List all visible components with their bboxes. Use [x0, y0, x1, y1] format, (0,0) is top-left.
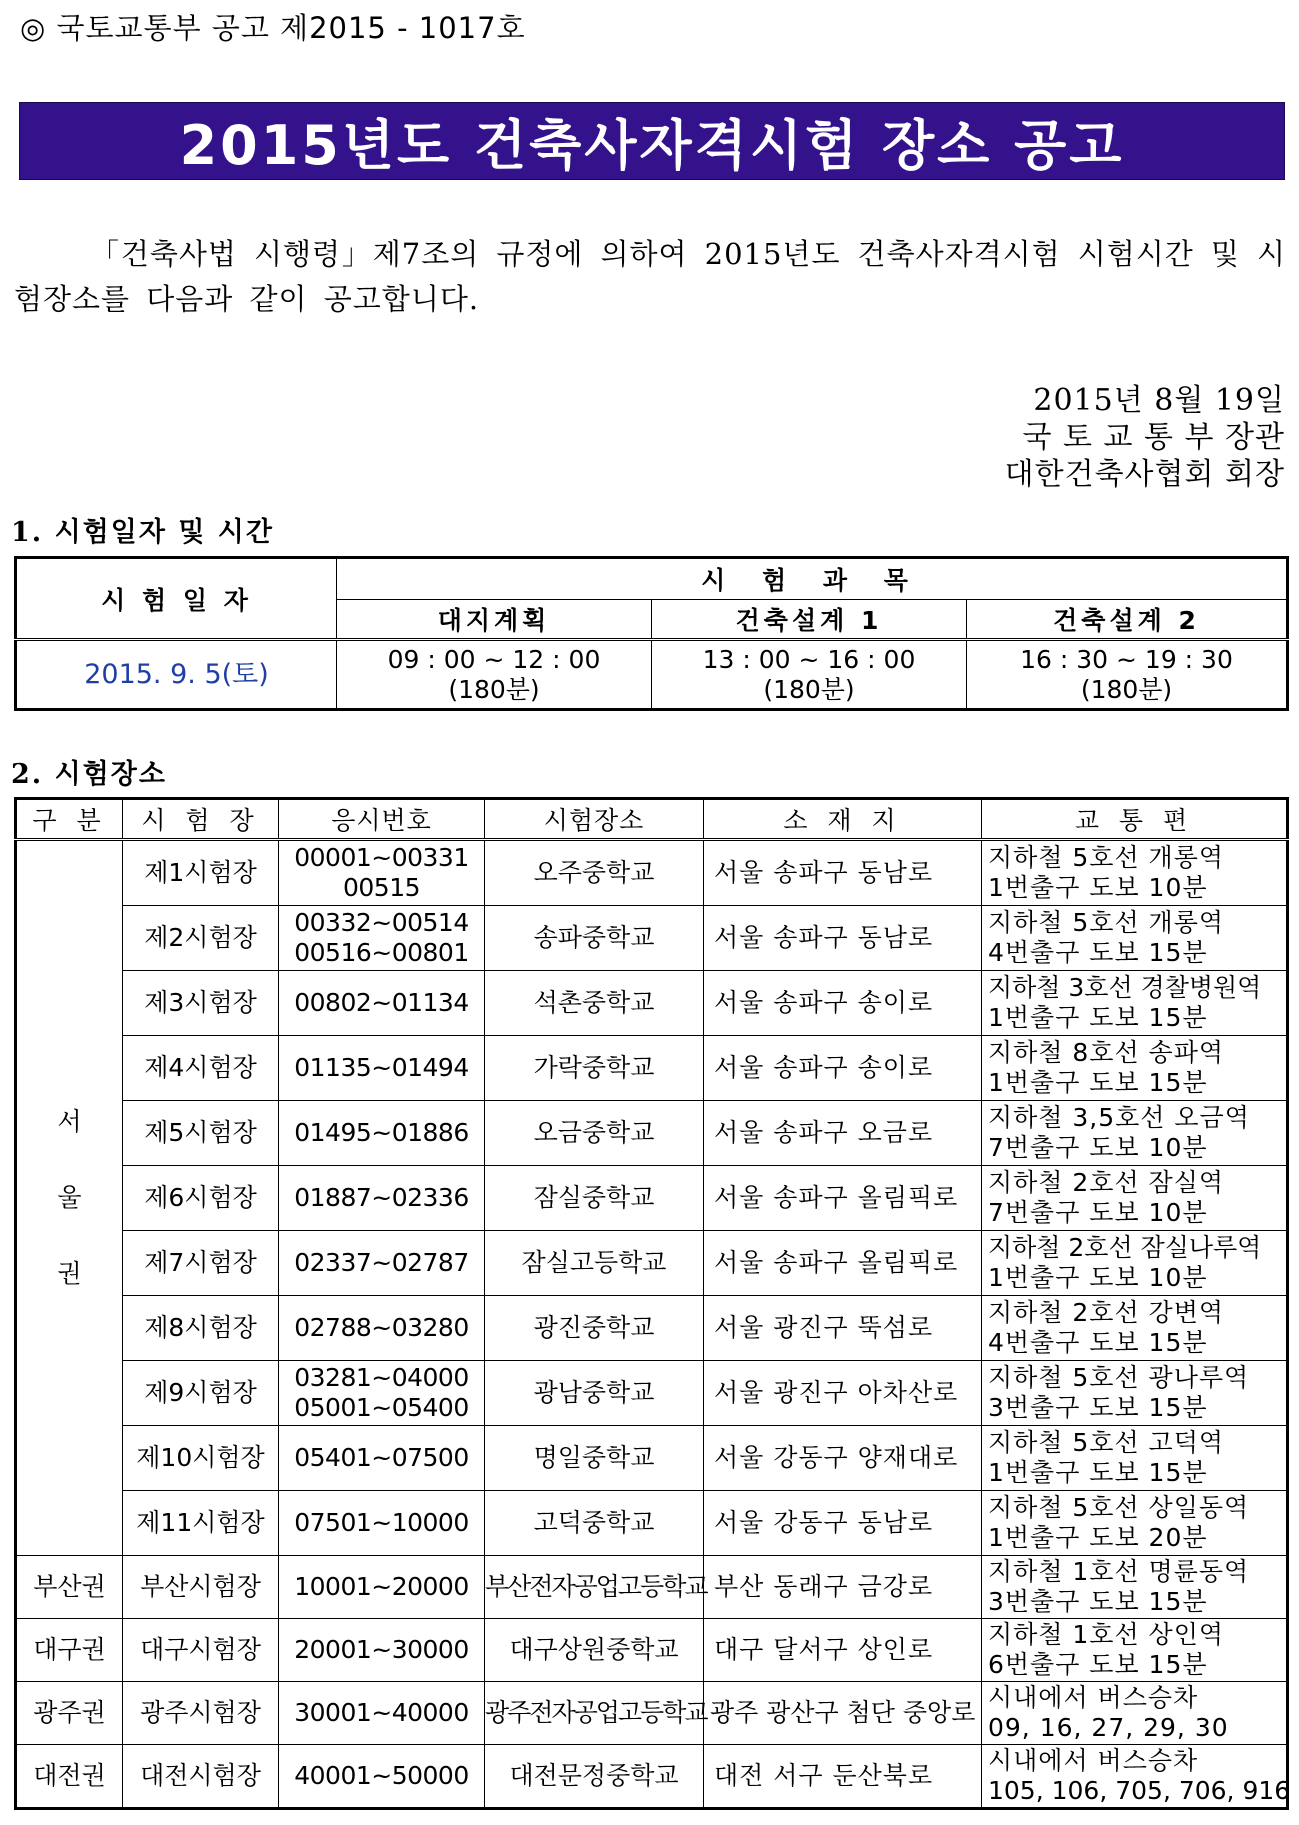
- school-name: 잠실고등학교: [485, 1231, 704, 1296]
- time-range: 16 : 30 ~ 19 : 30: [1020, 644, 1233, 674]
- school-name: 광남중학교: [485, 1361, 704, 1426]
- time-cell-3: [967, 640, 1288, 710]
- site-name: 제4시험장: [123, 1036, 279, 1101]
- address: 서울 송파구 동남로: [704, 906, 982, 971]
- exam-numbers: 05401~07500: [279, 1426, 485, 1491]
- table-row: [16, 1166, 1288, 1231]
- exam-numbers: 30001~40000: [279, 1682, 485, 1745]
- table-row: [16, 971, 1288, 1036]
- school-name: 광주전자공업고등학교: [485, 1682, 704, 1745]
- region-daejeon: 대전권: [16, 1745, 123, 1809]
- exam-date: 2015. 9. 5(토): [16, 640, 337, 710]
- transport-line: 지하철 2호선 잠실나루역: [988, 1233, 1262, 1262]
- col-number: 응시번호: [279, 799, 485, 840]
- site-name: 대구시험장: [123, 1619, 279, 1682]
- transport-exit: 09, 16, 27, 29, 30: [988, 1713, 1229, 1742]
- address: 서울 송파구 송이로: [704, 971, 982, 1036]
- school-name: 오금중학교: [485, 1101, 704, 1166]
- number-range: 03281~04000: [294, 1363, 469, 1392]
- site-name: 제5시험장: [123, 1101, 279, 1166]
- region-busan: 부산권: [16, 1556, 123, 1619]
- transport-line: 지하철 2호선 잠실역: [988, 1168, 1224, 1197]
- address: 광주 광산구 첨단 중앙로: [704, 1682, 982, 1745]
- exam-numbers: 20001~30000: [279, 1619, 485, 1682]
- school-name: 석촌중학교: [485, 971, 704, 1036]
- address: 서울 광진구 뚝섬로: [704, 1296, 982, 1361]
- address: 대구 달서구 상인로: [704, 1619, 982, 1682]
- address: 서울 송파구 오금로: [704, 1101, 982, 1166]
- school-name: 명일중학교: [485, 1426, 704, 1491]
- transport-line: 지하철 1호선 상인역: [988, 1620, 1224, 1649]
- subject-site-planning: 대지계획: [337, 600, 652, 640]
- transport-line: 지하철 3호선 경찰병원역: [988, 973, 1262, 1002]
- transport-line: 지하철 3,5호선 오금역: [988, 1103, 1250, 1132]
- transport: [982, 1619, 1288, 1682]
- address: 서울 송파구 올림픽로: [704, 1166, 982, 1231]
- notice-number: ◎ 국토교통부 공고 제2015 - 1017호: [20, 11, 526, 45]
- transport: [982, 1745, 1291, 1809]
- transport-exit: 1번출구 도보 15분: [988, 1003, 1208, 1032]
- address: 부산 동래구 금강로: [704, 1556, 982, 1619]
- section1-heading: 1. 시험일자 및 시간: [11, 517, 274, 548]
- exam-numbers: 07501~10000: [279, 1491, 485, 1556]
- school-name: 송파중학교: [485, 906, 704, 971]
- col-transport: 교 통 편: [982, 799, 1288, 840]
- transport-exit: 4번출구 도보 15분: [988, 938, 1208, 967]
- signatory-minister: 국 토 교 통 부 장관: [1022, 420, 1285, 455]
- school-name: 대전문정중학교: [485, 1745, 704, 1809]
- transport-line: 지하철 5호선 상일동역: [988, 1493, 1250, 1522]
- signatory-association: 대한건축사협회 회장: [1004, 457, 1285, 492]
- duration: (180분): [1080, 674, 1173, 704]
- site-name: 대전시험장: [123, 1745, 279, 1809]
- time-cell-1: [337, 640, 652, 710]
- region-char: 권: [57, 1259, 82, 1288]
- transport: [982, 1491, 1288, 1556]
- address: 서울 광진구 아차산로: [704, 1361, 982, 1426]
- duration: (180분): [448, 674, 540, 704]
- transport-line: 지하철 5호선 광나루역: [988, 1363, 1250, 1392]
- transport-exit: 7번출구 도보 10분: [988, 1198, 1208, 1227]
- site-name: 제1시험장: [123, 840, 279, 906]
- address: 서울 강동구 동남로: [704, 1491, 982, 1556]
- announcement-date: 2015년 8월 19일: [1033, 383, 1285, 418]
- transport: [982, 906, 1288, 971]
- duration: (180분): [763, 674, 855, 704]
- region-seoul: [16, 840, 123, 1556]
- transport-line: 지하철 5호선 개롱역: [988, 843, 1224, 872]
- table-row: [16, 1296, 1288, 1361]
- address: 서울 강동구 양재대로: [704, 1426, 982, 1491]
- col-school: 시험장소: [485, 799, 704, 840]
- col-address: 소 재 지: [704, 799, 982, 840]
- number-range: 00515: [342, 873, 421, 902]
- subject-design-1: 건축설계 1: [652, 600, 967, 640]
- table-row: [16, 1491, 1288, 1556]
- exam-numbers: 00802~01134: [279, 971, 485, 1036]
- region-daegu: 대구권: [16, 1619, 123, 1682]
- address: 대전 서구 둔산북로: [704, 1745, 982, 1809]
- col-site: 시 험 장: [123, 799, 279, 840]
- transport: [982, 840, 1288, 906]
- exam-numbers: 01887~02336: [279, 1166, 485, 1231]
- school-name: 가락중학교: [485, 1036, 704, 1101]
- site-name: 제2시험장: [123, 906, 279, 971]
- time-range: 13 : 00 ~ 16 : 00: [702, 644, 916, 674]
- table-row: [16, 906, 1288, 971]
- number-range: 00001~00331: [294, 843, 469, 872]
- transport: [982, 1166, 1288, 1231]
- transport: [982, 1231, 1288, 1296]
- transport-exit: 1번출구 도보 15분: [988, 1068, 1208, 1097]
- transport: [982, 971, 1288, 1036]
- table-row: [16, 1619, 1288, 1682]
- transport: [982, 1036, 1288, 1101]
- transport: [982, 1556, 1288, 1619]
- school-name: 고덕중학교: [485, 1491, 704, 1556]
- transport-exit: 1번출구 도보 20분: [988, 1523, 1208, 1552]
- transport-line: 지하철 8호선 송파역: [988, 1038, 1224, 1067]
- exam-numbers: 02788~03280: [279, 1296, 485, 1361]
- venue-table: [14, 797, 1289, 1810]
- transport-exit: 105, 106, 705, 706, 916: [988, 1776, 1291, 1805]
- transport-exit: 4번출구 도보 15분: [988, 1328, 1208, 1357]
- site-name: 제3시험장: [123, 971, 279, 1036]
- site-name: 광주시험장: [123, 1682, 279, 1745]
- school-name: 부산전자공업고등학교: [485, 1556, 704, 1619]
- exam-numbers: [279, 1361, 485, 1426]
- school-name: 대구상원중학교: [485, 1619, 704, 1682]
- site-name: 제11시험장: [123, 1491, 279, 1556]
- col-exam-date: 시 험 일 자: [16, 558, 337, 640]
- transport: [982, 1101, 1288, 1166]
- exam-numbers: 40001~50000: [279, 1745, 485, 1809]
- number-range: 00332~00514: [294, 908, 469, 937]
- signature-block: [1005, 382, 1285, 493]
- schedule-table: [14, 556, 1289, 711]
- site-name: 제7시험장: [123, 1231, 279, 1296]
- site-name: 제9시험장: [123, 1361, 279, 1426]
- transport-exit: 1번출구 도보 10분: [988, 873, 1208, 902]
- region-char: 서: [57, 1107, 82, 1136]
- address: 서울 송파구 동남로: [704, 840, 982, 906]
- region-char: 울: [57, 1183, 82, 1212]
- transport: [982, 1296, 1288, 1361]
- table-row: [16, 1101, 1288, 1166]
- table-row: [16, 1426, 1288, 1491]
- school-name: 광진중학교: [485, 1296, 704, 1361]
- table-row: [16, 1745, 1288, 1809]
- table-row: [16, 1682, 1288, 1745]
- table-row: [16, 1231, 1288, 1296]
- exam-numbers: 01495~01886: [279, 1101, 485, 1166]
- transport-exit: 3번출구 도보 15분: [988, 1393, 1208, 1422]
- site-name: 제8시험장: [123, 1296, 279, 1361]
- intro-paragraph: 「건축사법 시행령」제7조의 규정에 의하여 2015년도 건축사자격시험 시험시간 및 시험장소를 다음과 같이 공고합니다.: [14, 237, 1286, 316]
- site-name: 부산시험장: [123, 1556, 279, 1619]
- exam-numbers: 10001~20000: [279, 1556, 485, 1619]
- time-range: 09 : 00 ~ 12 : 00: [387, 644, 601, 674]
- title-banner: [19, 102, 1285, 180]
- transport-exit: 6번출구 도보 15분: [988, 1650, 1208, 1679]
- transport: [982, 1361, 1288, 1426]
- site-name: 제10시험장: [123, 1426, 279, 1491]
- transport-line: 시내에서 버스승차: [988, 1746, 1199, 1775]
- transport-line: 시내에서 버스승차: [988, 1683, 1199, 1712]
- transport-line: 지하철 1호선 명륜동역: [988, 1557, 1250, 1586]
- transport: [982, 1682, 1288, 1745]
- time-cell-2: [652, 640, 967, 710]
- table-row: [16, 1036, 1288, 1101]
- section2-heading: 2. 시험장소: [11, 759, 167, 790]
- address: 서울 송파구 송이로: [704, 1036, 982, 1101]
- transport-exit: 7번출구 도보 10분: [988, 1133, 1208, 1162]
- transport-line: 지하철 5호선 고덕역: [988, 1428, 1224, 1457]
- region-gwangju: 광주권: [16, 1682, 123, 1745]
- table-row: [16, 1361, 1288, 1426]
- exam-numbers: 01135~01494: [279, 1036, 485, 1101]
- school-name: 오주중학교: [485, 840, 704, 906]
- transport-exit: 1번출구 도보 10분: [988, 1263, 1208, 1292]
- subject-design-2: 건축설계 2: [967, 600, 1288, 640]
- col-subjects: 시 험 과 목: [337, 558, 1288, 600]
- number-range: 00516~00801: [294, 938, 469, 967]
- school-name: 잠실중학교: [485, 1166, 704, 1231]
- exam-numbers: [279, 906, 485, 971]
- transport-line: 지하철 5호선 개롱역: [988, 908, 1224, 937]
- address: 서울 송파구 올림픽로: [704, 1231, 982, 1296]
- number-range: 05001~05400: [294, 1393, 469, 1422]
- table-row: [16, 840, 1288, 906]
- transport-exit: 1번출구 도보 15분: [988, 1458, 1208, 1487]
- transport: [982, 1426, 1288, 1491]
- site-name: 제6시험장: [123, 1166, 279, 1231]
- exam-numbers: 02337~02787: [279, 1231, 485, 1296]
- exam-numbers: [279, 840, 485, 906]
- table-row: [16, 1556, 1288, 1619]
- page-title: 2015년도 건축사자격시험 장소 공고: [179, 113, 1125, 177]
- transport-exit: 3번출구 도보 15분: [988, 1587, 1208, 1616]
- col-region: 구 분: [16, 799, 123, 840]
- transport-line: 지하철 2호선 강변역: [988, 1298, 1224, 1327]
